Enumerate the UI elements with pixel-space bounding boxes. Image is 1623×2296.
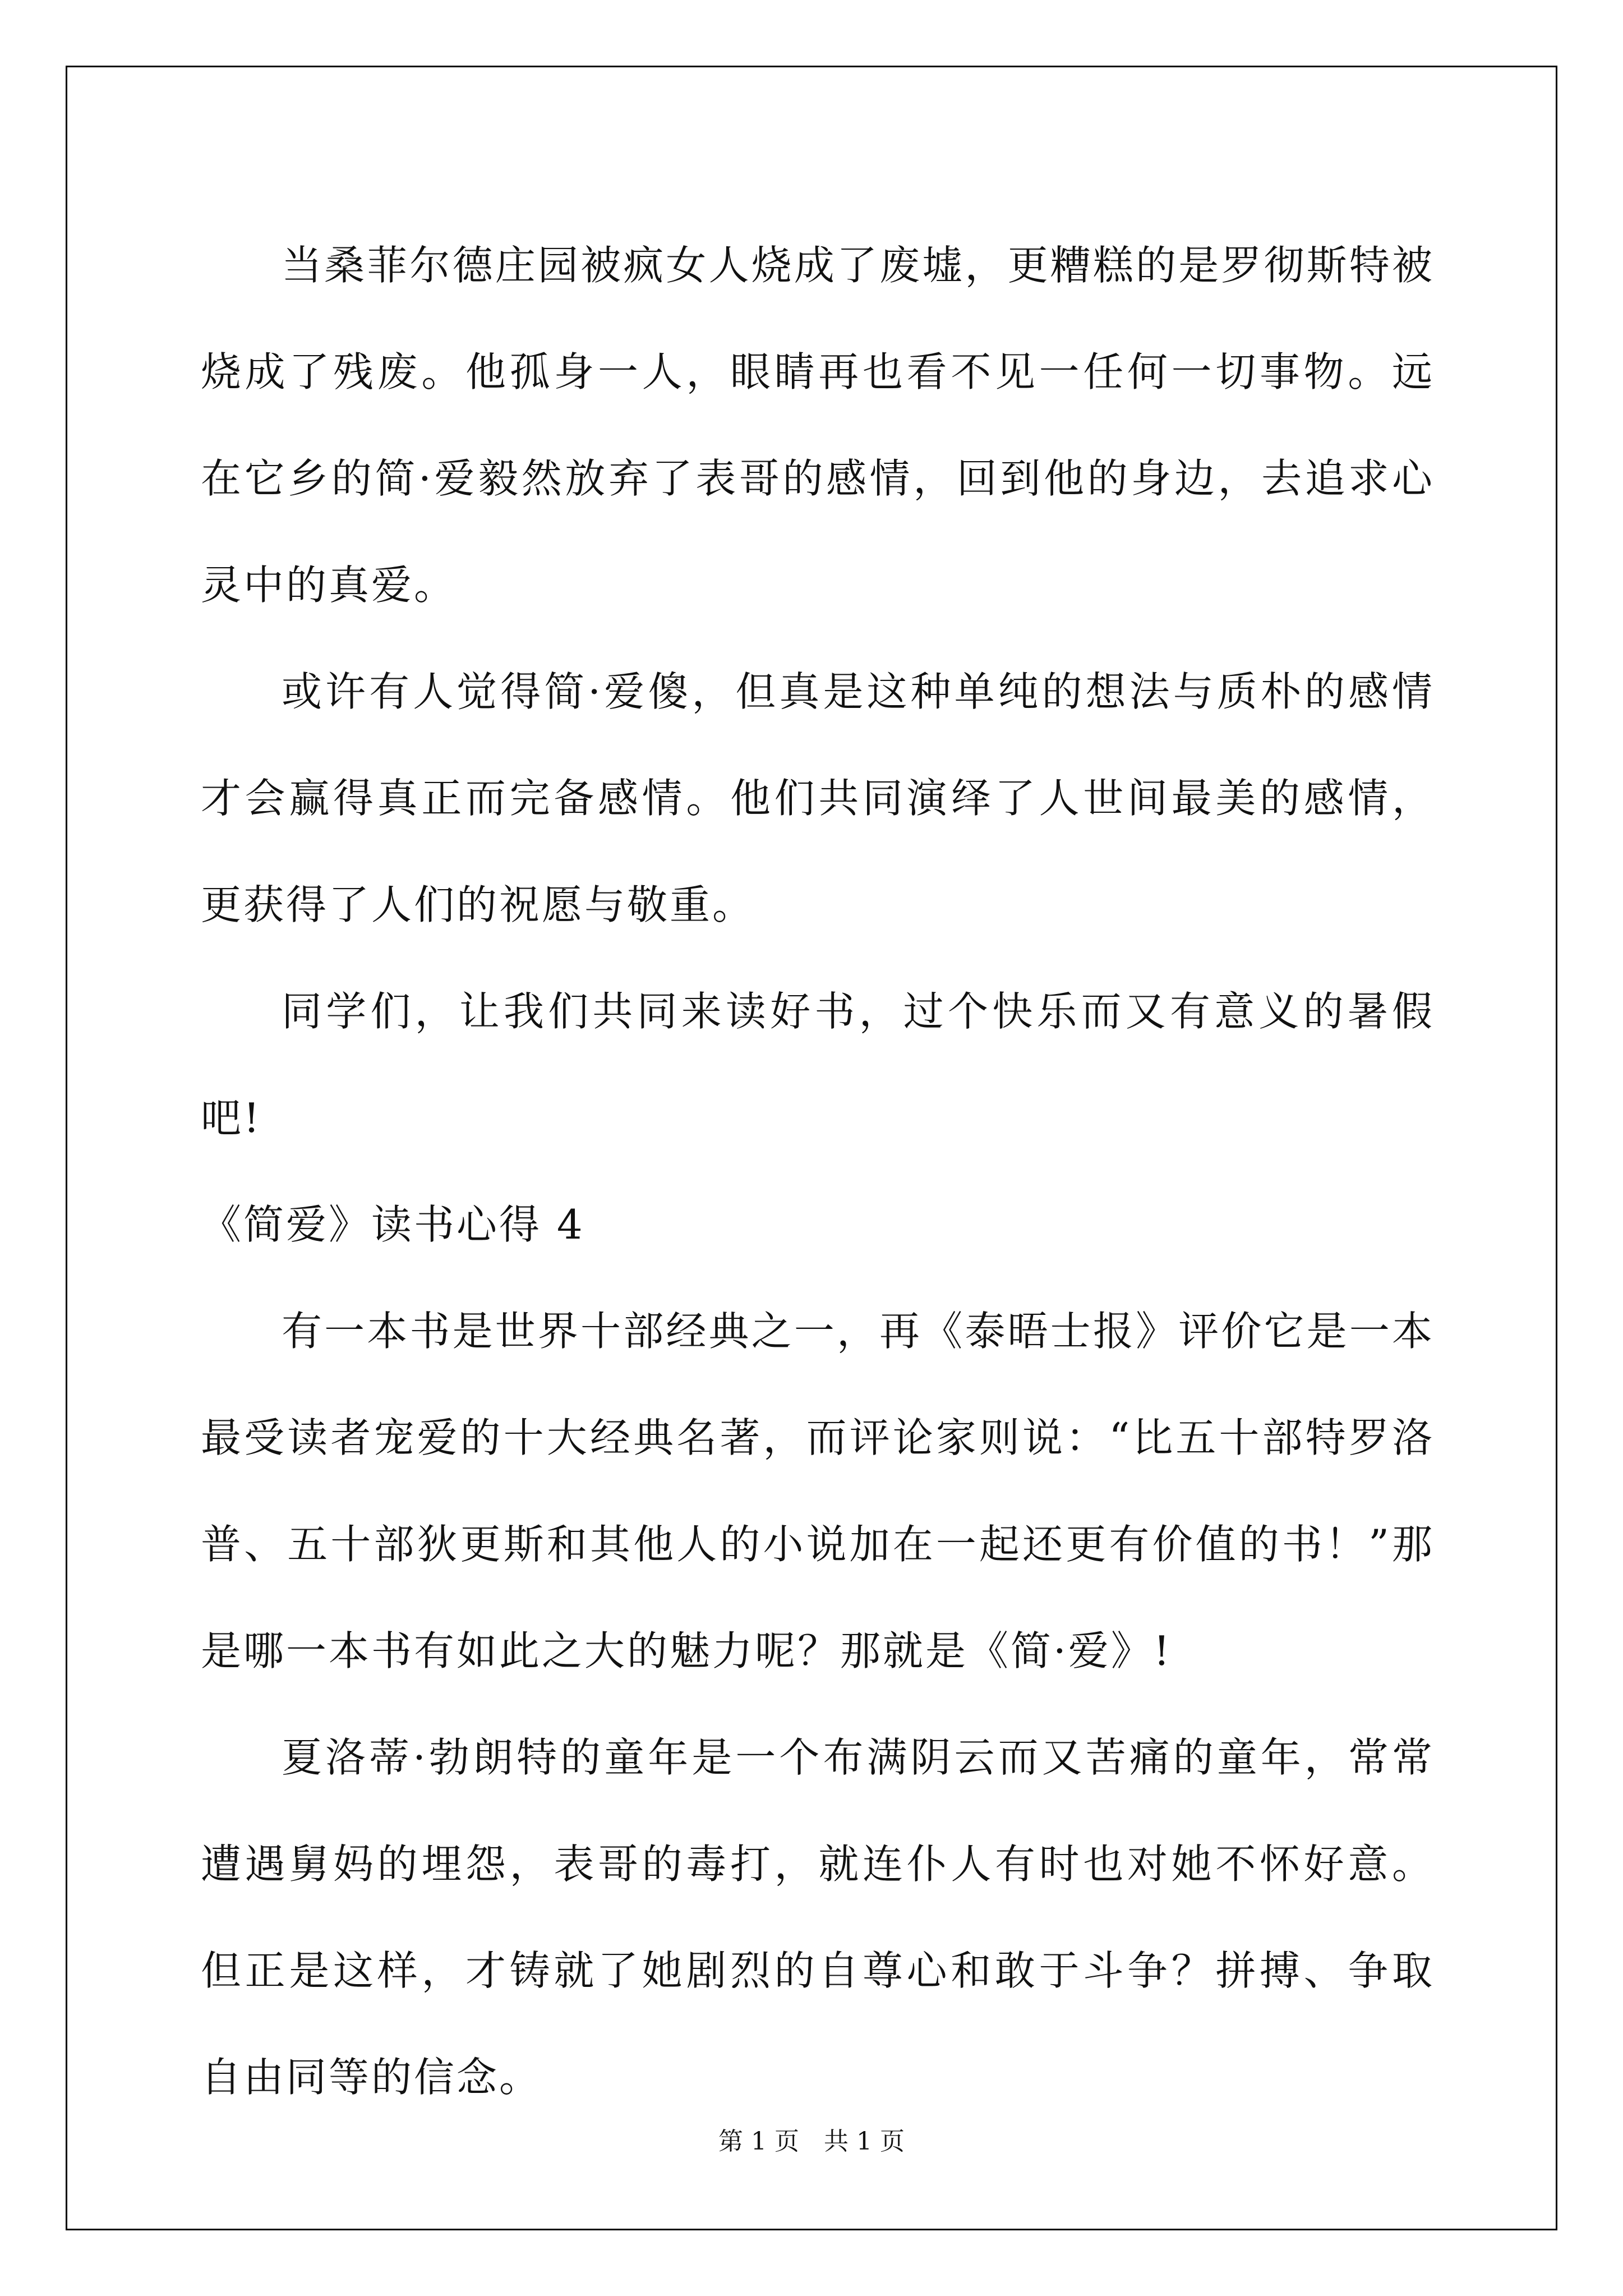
section-heading: 《简爱》读书心得 4 [201, 1201, 585, 1248]
paragraph: 有一本书是世界十部经典之一，再《泰晤士报》评价它是一本最受读者宠爱的十大经典名著，而评论家则说：“比五十部特罗洛普、五十部狄更斯和其他人的小说加在一起还更有价值的书！”那是哪一本书有如此之大的魅力呢？那就是《简·爱》! [201, 1308, 1435, 1674]
paragraph: 同学们，让我们共同来读好书，过个快乐而又有意义的暑假吧! [201, 988, 1435, 1142]
paragraph: 夏洛蒂·勃朗特的童年是一个布满阴云而又苦痛的童年，常常遭遇舅妈的埋怨，表哥的毒打，就连仆人有时也对她不怀好意。但正是这样，才铸就了她剧烈的自尊心和敢于斗争？拼搏、争取自由同等的信念。 [201, 1734, 1435, 2101]
paragraph: 或许有人觉得简·爱傻，但真是这种单纯的想法与质朴的感情才会赢得真正而完备感情。他们共同演绎了人世间最美的感情，更获得了人们的祝愿与敬重。 [201, 668, 1435, 928]
document-body [201, 212, 1435, 2131]
page-footer: 第 1 页 共 1 页 [718, 2127, 905, 2156]
paragraph: 当桑菲尔德庄园被疯女人烧成了废墟，更糟糕的是罗彻斯特被烧成了残废。他孤身一人，眼睛再也看不见一任何一切事物。远在它乡的简·爱毅然放弃了表哥的感情，回到他的身边，去追求心灵中的真爱。 [201, 242, 1435, 609]
